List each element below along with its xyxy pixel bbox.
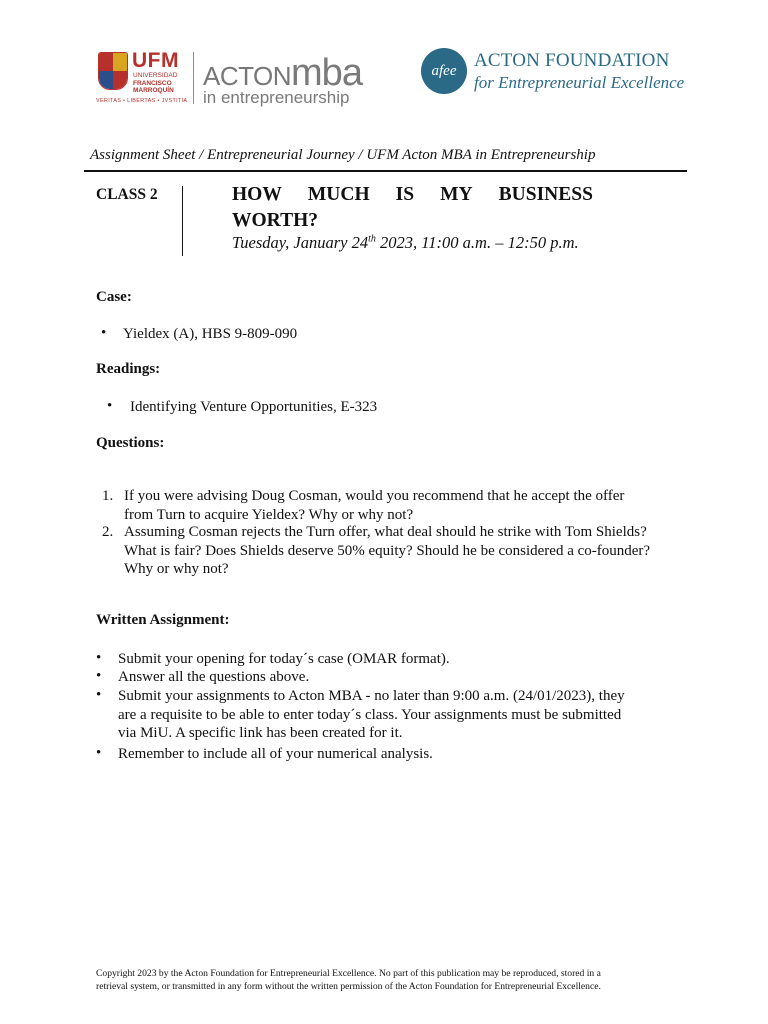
bullet-icon: • [96, 668, 102, 684]
written-assignment-heading: Written Assignment: [96, 612, 230, 628]
written-item: Submit your assignments to Acton MBA - no later than 9:00 a.m. (24/01/2023), they are a requisite to be able to enter today´s class. Your assignments must be submitted via MiU. A specific link has been created for it. [118, 688, 625, 741]
ufm-logo-subtitle: UNIVERSIDAD FRANCISCO MARROQUÍN [133, 72, 178, 94]
case-heading: Case: [96, 289, 132, 305]
copyright-notice: Copyright 2023 by the Acton Foundation for Entrepreneurial Excellence. No part of this publication may be reproduced, stored in a retrieval system, or transmitted in any form without the written permission of the Acton Foundation for Entrepreneurial Excellence. [96, 968, 601, 992]
bullet-icon: • [96, 687, 102, 703]
bullet-icon: • [107, 398, 113, 414]
question-1-text: If you were advising Doug Cosman, would you recommend that he accept the offer from Turn to acquire Yieldex? Why or why not? [124, 488, 625, 523]
question-number: 1. [102, 488, 114, 504]
class-divider [182, 186, 183, 256]
readings-heading: Readings: [96, 361, 161, 377]
written-item: Remember to include all of your numerical analysis. [118, 746, 433, 762]
acton-mba-logo: ACTONmba [203, 52, 362, 94]
written-item: Answer all the questions above. [118, 669, 310, 685]
ufm-logo-name: UFM [132, 49, 179, 72]
ufm-motto: VERITAS • LIBERTAS • JVSTITIA [96, 98, 188, 104]
reading-item: Identifying Venture Opportunities, E-323 [130, 399, 378, 415]
bullet-icon: • [96, 650, 102, 666]
afee-subtitle: for Entrepreneurial Excellence [474, 73, 685, 92]
case-item: Yieldex (A), HBS 9-809-090 [123, 326, 298, 342]
session-title: HOW MUCH IS MY BUSINESS WORTH? [232, 184, 593, 231]
logo-divider [193, 52, 194, 104]
header-rule [84, 170, 687, 172]
afee-title: ACTON FOUNDATION [474, 50, 670, 71]
acton-mba-tagline: in entrepreneurship [203, 88, 350, 107]
bullet-icon: • [101, 325, 107, 341]
afee-logo-icon: afee [421, 48, 467, 94]
ufm-crest-icon [98, 52, 128, 90]
session-date: Tuesday, January 24th 2023, 11:00 a.m. – 12:50 p.m. [232, 233, 579, 252]
question-2-text: Assuming Cosman rejects the Turn offer, what deal should he strike with Tom Shields? What is fair? Does Shields deserve 50% equity? Should he be considered a co-founder? Why or why not? [124, 524, 651, 577]
running-head: Assignment Sheet / Entrepreneurial Journey / UFM Acton MBA in Entrepreneurship [90, 147, 596, 163]
question-number: 2. [102, 524, 114, 540]
questions-heading: Questions: [96, 435, 165, 451]
bullet-icon: • [96, 745, 102, 761]
class-label: CLASS 2 [96, 186, 158, 203]
written-item: Submit your opening for today´s case (OMAR format). [118, 651, 450, 667]
